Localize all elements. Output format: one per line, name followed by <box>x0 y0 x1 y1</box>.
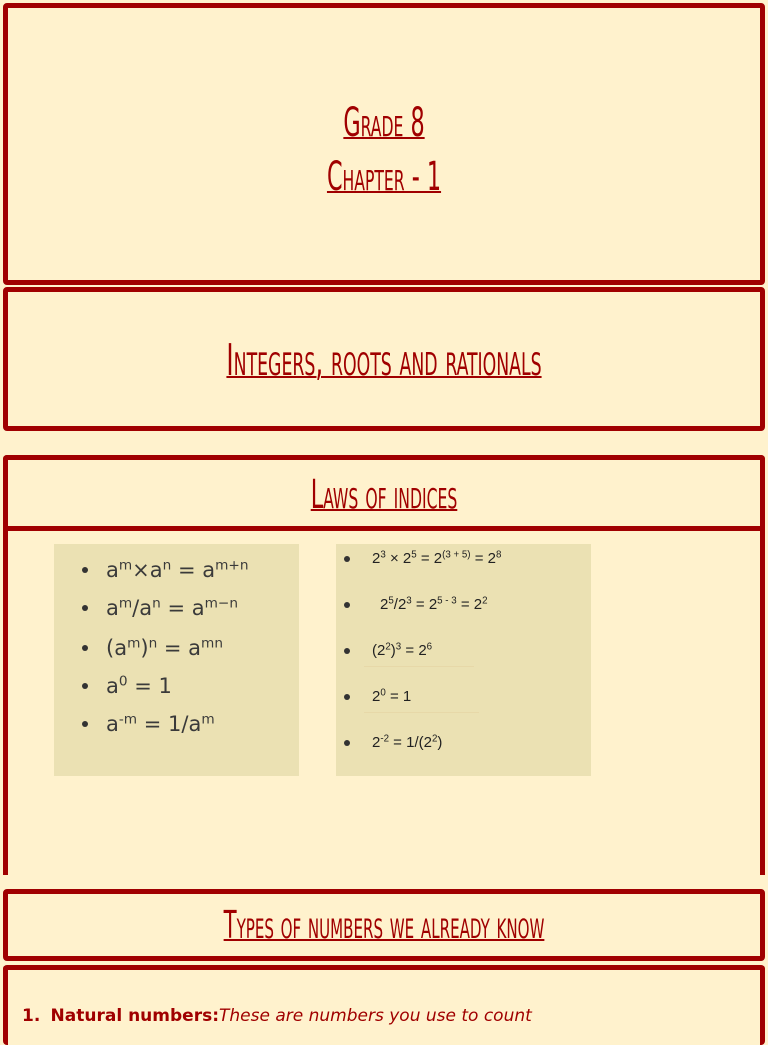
law-text: $a^{-m} = 1/a^m$ <box>106 711 215 736</box>
grade-heading: Grade 8 <box>343 100 425 146</box>
example-power <box>336 642 432 659</box>
item-term: Natural numbers <box>50 1006 213 1026</box>
types-heading: Types of numbers we already know <box>223 903 545 947</box>
bullet-icon <box>82 605 88 611</box>
bullet-icon <box>344 648 350 654</box>
types-panel <box>3 889 765 961</box>
law-text: $a^m/a^n = a^{m-n}$ <box>106 595 238 620</box>
bullet-icon <box>82 645 88 651</box>
example-text: $(2^2)^3 = 2^6$ <box>372 641 433 659</box>
law-quotient <box>54 596 238 620</box>
law-text: $(a^m)^n = a^{mn}$ <box>106 635 223 660</box>
bullet-icon <box>344 602 350 608</box>
example-quotient <box>336 596 488 613</box>
law-negative <box>54 712 215 736</box>
example-text: $2^{-2} = 1/(2^2)$ <box>372 733 443 751</box>
topic-panel <box>3 287 765 431</box>
examples-card <box>336 544 591 776</box>
laws-divider <box>8 526 760 531</box>
chapter-heading: Chapter - 1 <box>326 154 442 200</box>
law-power <box>54 636 223 660</box>
law-zero <box>54 674 172 698</box>
bullet-icon <box>344 556 350 562</box>
law-text: $a^m\times a^n = a^{m+n}$ <box>106 557 249 582</box>
bullet-icon <box>344 740 350 746</box>
example-text: $2^0 = 1$ <box>372 687 412 705</box>
example-product <box>336 550 501 567</box>
title-block <box>8 96 760 204</box>
bullet-icon <box>82 567 88 573</box>
item-colon: : <box>212 1006 220 1026</box>
topic-heading: Integers, roots and rationals <box>226 335 542 386</box>
definition-item <box>22 1006 532 1026</box>
item-description: These are numbers you use to count <box>219 1006 532 1026</box>
faint-rule <box>364 712 479 713</box>
laws-heading: Laws of indices <box>310 472 458 518</box>
laws-panel <box>3 455 765 875</box>
title-panel <box>3 3 765 285</box>
bullet-icon <box>82 721 88 727</box>
law-text: $a^0 = 1$ <box>106 673 172 698</box>
example-zero <box>336 688 411 705</box>
example-negative <box>336 734 442 751</box>
example-text: $2^5/2^3 = 2^{5 - 3} = 2^2$ <box>380 595 488 613</box>
bullet-icon <box>344 694 350 700</box>
example-text: $2^3 \times 2^5 = 2^{(3 + 5)} = 2^8$ <box>372 549 502 567</box>
law-product <box>54 558 249 582</box>
general-laws-card <box>54 544 299 776</box>
faint-rule <box>364 666 474 667</box>
item-number: 1. <box>22 1006 41 1026</box>
definitions-panel <box>3 965 765 1045</box>
bullet-icon <box>82 683 88 689</box>
